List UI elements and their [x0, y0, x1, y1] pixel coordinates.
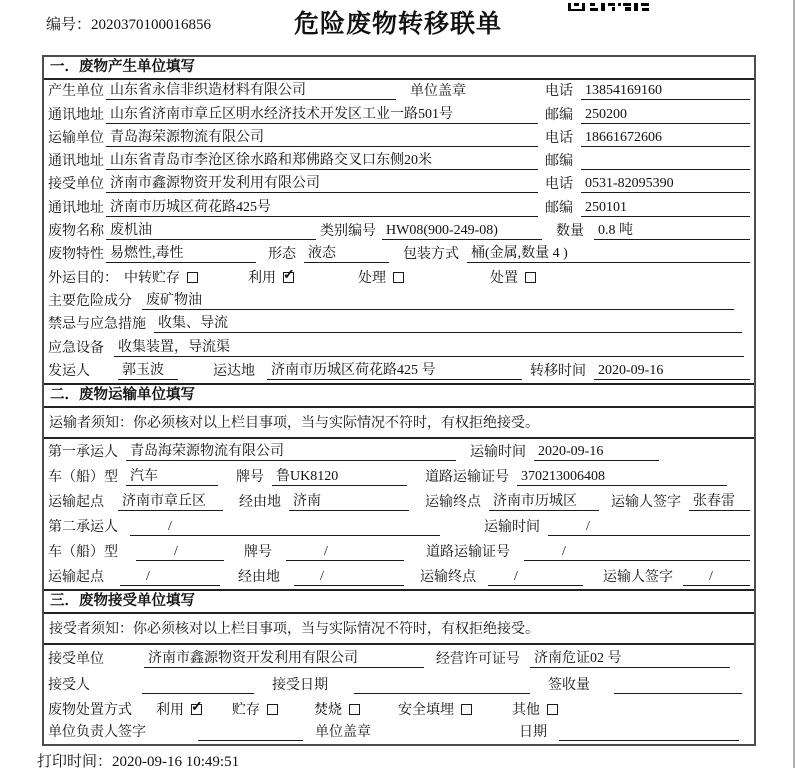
disposal-option-other [512, 702, 558, 719]
route2-start-value: / [120, 568, 220, 586]
transport-time2-value: / [548, 518, 750, 536]
responsible-sign-value [198, 740, 303, 741]
producer-zip-label: 邮编 [545, 107, 573, 123]
shipper-value: 郭玉波 [118, 362, 178, 380]
receiver-label: 接受单位 [48, 177, 104, 193]
carrier2-value: / [130, 518, 440, 536]
packing-value: 桶(金属,数量 4 ) [467, 245, 750, 263]
accept-date-label: 接受日期 [272, 677, 328, 693]
section2-header: 二．废物运输单位填写 [44, 383, 754, 408]
row-receiver [44, 173, 754, 196]
purpose-option-utilize [248, 270, 294, 287]
purpose-option-label: 中转贮存 [124, 270, 180, 286]
row-disposal [44, 697, 754, 722]
transporter-label: 运输单位 [48, 130, 104, 146]
disposal-option-label: 焚烧 [314, 702, 342, 718]
transporter-address-value: 山东省青岛市李沧区徐水路和郑佛路交叉口东侧20米 [106, 152, 538, 170]
waste-quantity-value: 0.8 吨 [594, 222, 750, 240]
route2-end-value: / [488, 568, 583, 586]
transporter-phone-value: 18661672606 [581, 129, 750, 147]
plate1-value: 鲁UK8120 [272, 468, 407, 486]
transport-time2-label: 运输时间 [484, 519, 540, 535]
row-route2 [44, 564, 754, 589]
receiver-address-value: 济南市历城区荷花路425号 [106, 199, 538, 217]
receiver-zip-value: 250101 [581, 199, 750, 217]
row-producer-address [44, 103, 754, 126]
route2-end-label: 运输终点 [420, 569, 476, 585]
disposal-other-checkbox [547, 704, 558, 715]
transfer-date-value: 2020-09-16 [594, 362, 750, 380]
purpose-option-transfer-storage [124, 270, 198, 287]
disposal-option-label: 安全填埋 [398, 702, 454, 718]
road-cert2-label: 道路运输证号 [426, 544, 510, 560]
signoff-date-label: 日期 [519, 724, 547, 740]
disposal-option-incinerate [314, 702, 360, 719]
print-time-field [37, 750, 239, 768]
waste-quantity-label: 数量 [556, 224, 584, 240]
row-transporter-address [44, 150, 754, 173]
row-waste-traits [44, 243, 754, 266]
route1-sign-label: 运输人签字 [611, 494, 681, 510]
disposal-store-checkbox [267, 704, 278, 715]
row-waste-name [44, 220, 754, 243]
license-label: 经营许可证号 [436, 651, 520, 667]
route1-start-value: 济南市章丘区 [118, 493, 223, 511]
receive-unit-label: 接受单位 [48, 651, 104, 667]
disposal-option-utilize [156, 702, 202, 719]
producer-zip-value: 250200 [581, 106, 750, 124]
waste-category-value: HW08(900-249-08) [382, 222, 542, 240]
row-receiver-address [44, 196, 754, 219]
disposal-option-landfill [398, 702, 472, 719]
route1-sign-value: 张春雷 [689, 493, 750, 511]
receiver-phone-label: 电话 [545, 177, 573, 193]
accept-person-value [142, 693, 254, 694]
receiver-notice: 接受者须知：你必须核对以上栏目事项，当与实际情况不符时，有权拒绝接受。 [44, 614, 754, 645]
route2-sign-label: 运输人签字 [603, 569, 673, 585]
row-transporter [44, 127, 754, 150]
document-title: 危险废物转移联单 [293, 11, 502, 38]
qr-code-fragment [568, 0, 652, 18]
purpose-option-dispose [490, 270, 536, 287]
transporter-value: 青岛海荣源物流有限公司 [106, 129, 538, 147]
road-cert1-label: 道路运输证号 [425, 469, 509, 485]
transporter-notice: 运输者须知：你必须核对以上栏目事项，当与实际情况不符时，有权拒绝接受。 [44, 408, 754, 439]
precautions-label: 禁忌与应急措施 [48, 317, 146, 333]
road-cert2-value: / [524, 543, 750, 561]
waste-traits-value: 易燃性,毒性 [106, 245, 256, 263]
treat-checkbox [393, 272, 404, 283]
disposal-label: 废物处置方式 [48, 702, 132, 718]
hazard-label: 主要危险成分 [48, 293, 132, 309]
carrier1-value: 青岛海荣源物流有限公司 [126, 443, 456, 461]
row-dispatch [44, 360, 754, 383]
packing-label: 包装方式 [403, 247, 459, 263]
section1-header: 一．废物产生单位填写 [44, 57, 754, 80]
plate2-value: / [286, 543, 404, 561]
waste-form-label: 形态 [268, 247, 296, 263]
row-vehicle2 [44, 539, 754, 564]
transfer-date-label: 转移时间 [530, 363, 586, 379]
purpose-option-label: 处理 [358, 270, 386, 286]
route1-via-label: 经由地 [239, 494, 281, 510]
section3-header: 三．废物接受单位填写 [44, 589, 754, 614]
waste-form-value: 液态 [304, 245, 389, 263]
producer-address-value: 山东省济南市章丘区明水经济技术开发区工业一路501号 [106, 106, 538, 124]
precautions-value: 收集、导流 [154, 315, 742, 333]
transport-time1-value: 2020-09-16 [534, 443, 659, 461]
producer-value: 山东省永信非织造材料有限公司 [106, 82, 396, 100]
receiver-phone-value: 0531-82095390 [581, 175, 750, 193]
disposal-option-label: 利用 [156, 702, 184, 718]
license-value: 济南危证02 号 [530, 650, 730, 668]
print-time-label: 打印时间： [37, 754, 113, 768]
purpose-option-label: 利用 [248, 270, 276, 286]
received-amount-label: 签收量 [548, 677, 590, 693]
route1-end-label: 运输终点 [425, 494, 481, 510]
receive-unit-value: 济南市鑫源物资开发利用有限公司 [144, 650, 424, 668]
row-receive-unit [44, 645, 754, 671]
disposal-landfill-checkbox [461, 704, 472, 715]
row-producer [44, 80, 754, 103]
transporter-zip-label: 邮编 [545, 154, 573, 170]
purpose-option-treat [358, 270, 404, 287]
received-amount-value [614, 693, 742, 694]
responsible-sign-label: 单位负责人签字 [48, 724, 146, 740]
signoff-date-value [559, 740, 739, 741]
receiver-zip-label: 邮编 [545, 200, 573, 216]
destination-label: 运达地 [213, 363, 255, 379]
row-hazard [44, 290, 754, 313]
row-precautions [44, 313, 754, 336]
vehicle2-value: / [136, 543, 224, 561]
purpose-label: 外运目的： [48, 270, 118, 286]
receiver-value: 济南市鑫源物资开发利用有限公司 [106, 175, 538, 193]
vehicle1-label: 车（船）型 [48, 469, 118, 485]
transporter-phone-label: 电话 [545, 130, 573, 146]
route2-start-label: 运输起点 [48, 569, 104, 585]
unit-seal-label: 单位盖章 [410, 84, 466, 100]
disposal-utilize-checkbox [191, 704, 202, 715]
row-accept-info [44, 671, 754, 697]
plate2-label: 牌号 [244, 544, 272, 560]
equipment-label: 应急设备 [48, 340, 104, 356]
accept-person-label: 接受人 [48, 677, 90, 693]
receiver-seal-label: 单位盖章 [315, 724, 371, 740]
transporter-zip-value [581, 169, 750, 170]
purpose-option-label: 处置 [490, 270, 518, 286]
waste-name-value: 废机油 [106, 222, 316, 240]
vehicle1-value: 汽车 [126, 468, 218, 486]
waste-category-label: 类别编号 [320, 224, 376, 240]
row-carrier1 [44, 439, 754, 464]
print-time-value: 2020-09-16 10:49:51 [112, 754, 240, 768]
producer-label: 产生单位 [48, 84, 104, 100]
row-vehicle1 [44, 464, 754, 489]
manifest-table [42, 55, 756, 746]
waste-name-label: 废物名称 [48, 224, 104, 240]
disposal-option-label: 其他 [512, 702, 540, 718]
route2-sign-value: / [683, 568, 750, 586]
disposal-option-store [232, 702, 278, 719]
route2-via-value: / [294, 568, 404, 586]
vehicle2-label: 车（船）型 [48, 544, 118, 560]
transfer-storage-checkbox [187, 272, 198, 283]
destination-value: 济南市历城区荷花路425 号 [267, 362, 522, 380]
accept-date-value [354, 693, 530, 694]
carrier2-label: 第二承运人 [48, 519, 118, 535]
serial-label: 编号： [46, 17, 92, 33]
carrier1-label: 第一承运人 [48, 444, 118, 460]
row-purpose [44, 266, 754, 289]
transporter-address-label: 通讯地址 [48, 154, 104, 170]
waste-traits-label: 废物特性 [48, 247, 104, 263]
producer-phone-label: 电话 [545, 84, 573, 100]
producer-phone-value: 13854169160 [581, 82, 750, 100]
row-signoff [44, 722, 754, 744]
road-cert1-value: 370213006408 [517, 468, 727, 486]
producer-address-label: 通讯地址 [48, 107, 104, 123]
page-edge-line [793, 0, 795, 768]
disposal-option-label: 贮存 [232, 702, 260, 718]
serial-number: 2020370100016856 [91, 17, 212, 33]
route1-end-value: 济南市历城区 [489, 493, 599, 511]
disposal-incinerate-checkbox [349, 704, 360, 715]
route1-via-value: 济南 [289, 493, 409, 511]
row-equipment [44, 336, 754, 359]
row-carrier2 [44, 514, 754, 539]
receiver-address-label: 通讯地址 [48, 200, 104, 216]
route2-via-label: 经由地 [238, 569, 280, 585]
dispose-checkbox [525, 272, 536, 283]
plate1-label: 牌号 [236, 469, 264, 485]
utilize-checkbox [283, 272, 294, 283]
shipper-label: 发运人 [48, 363, 90, 379]
route1-start-label: 运输起点 [48, 494, 104, 510]
equipment-value: 收集装置，导流渠 [114, 339, 744, 357]
document-header [0, 0, 796, 55]
transport-time1-label: 运输时间 [470, 444, 526, 460]
hazard-value: 废矿物油 [142, 292, 734, 310]
row-route1 [44, 489, 754, 514]
